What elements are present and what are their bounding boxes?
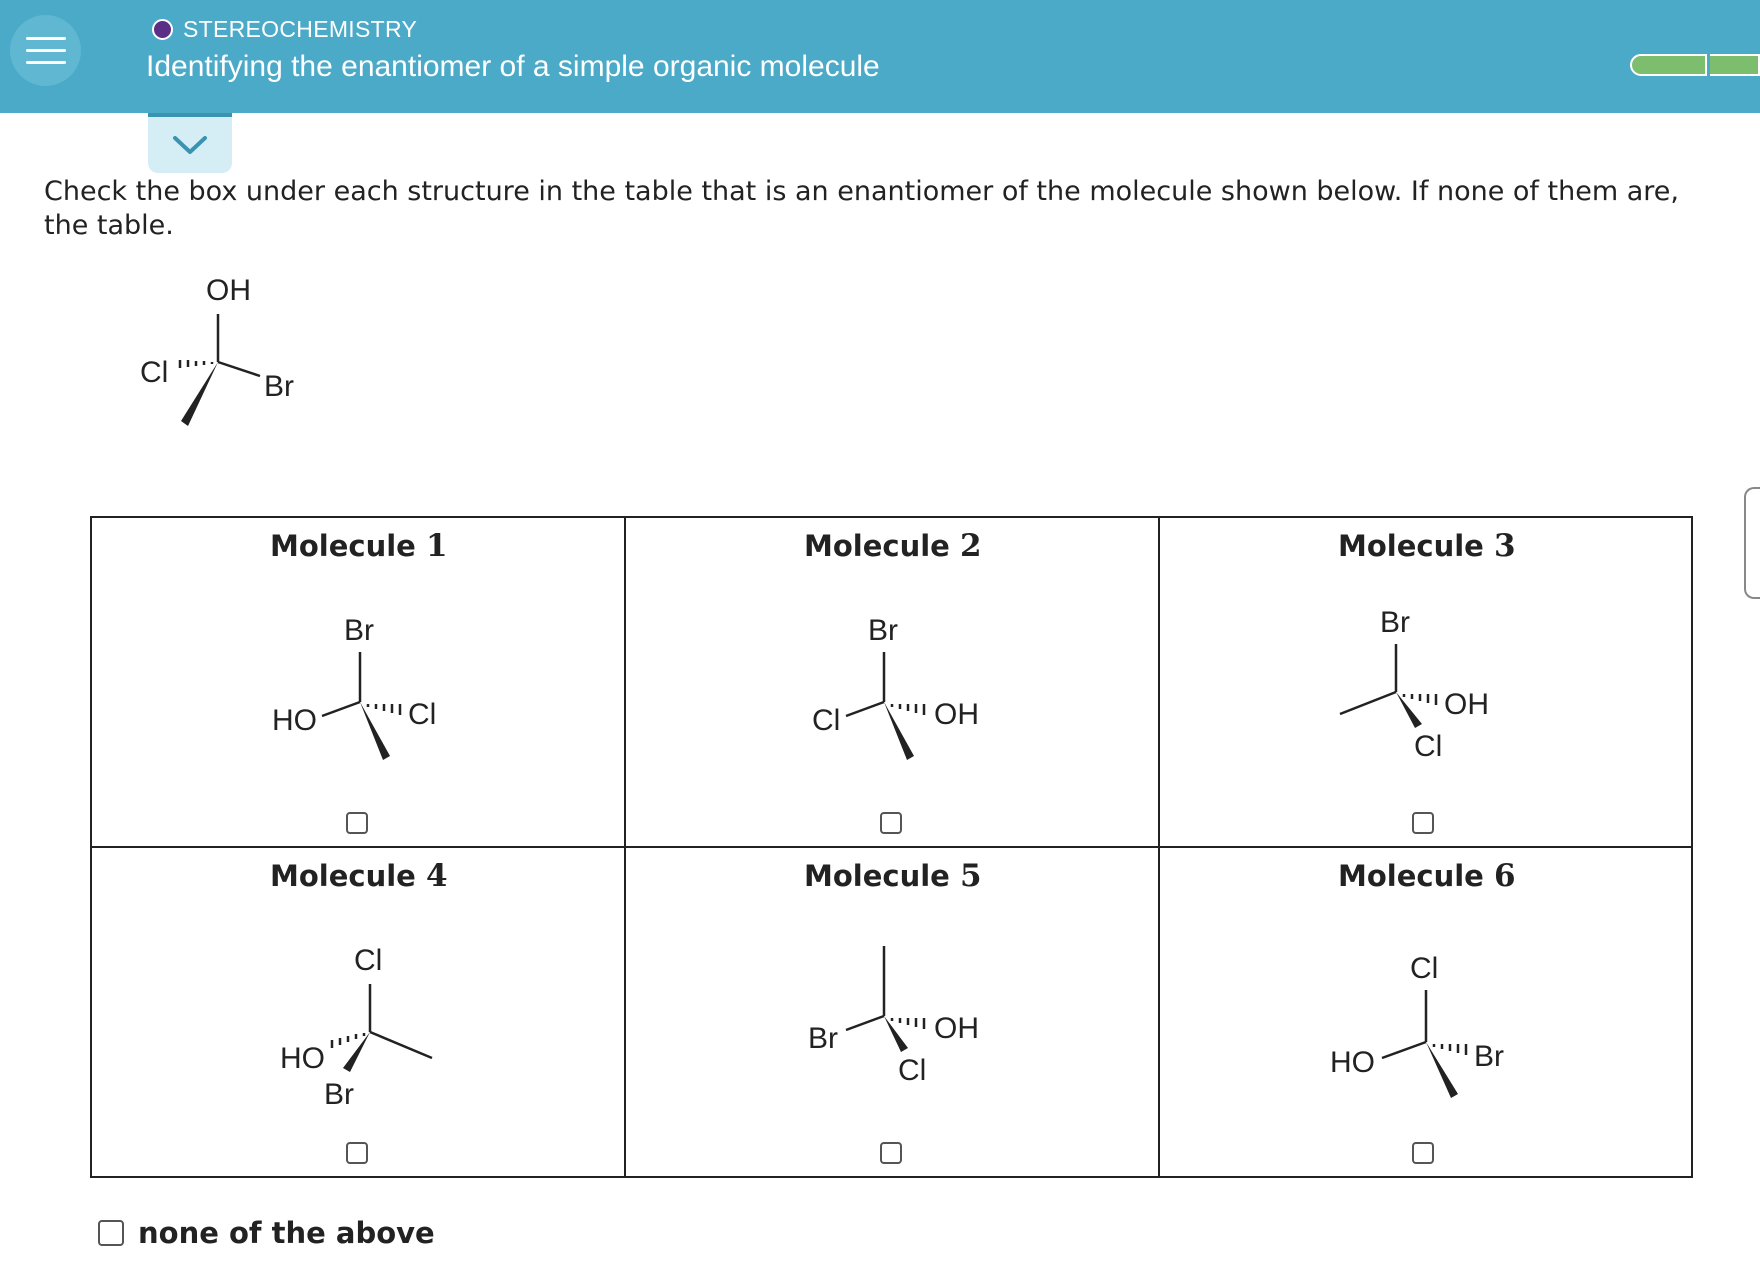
none-of-the-above-option[interactable] [98, 1216, 435, 1250]
molecule-title-3 [1160, 528, 1760, 564]
molecule-number: 2 [959, 528, 982, 564]
ref-atom-top: OH [206, 274, 251, 307]
instructions-line-2: the table. [44, 210, 174, 241]
mol1-atom-top: Br [344, 614, 374, 647]
molecule-checkbox-4[interactable] [346, 1142, 368, 1164]
mol5-atom-left: Br [808, 1022, 838, 1055]
mol2-atom-left: Cl [812, 704, 841, 737]
mol1-atom-right: Cl [408, 698, 437, 731]
progress-segment [1630, 54, 1707, 76]
progress-bar [1630, 54, 1760, 76]
molecule-label: Molecule [804, 529, 950, 563]
mol6-atom-right: Br [1474, 1040, 1504, 1073]
molecule-checkbox-3[interactable] [1412, 812, 1434, 834]
instructions-line-1: Check the box under each structure in the table that is an enantiomer of the molecule shown below. If none of them are, [44, 176, 1679, 207]
mol3-atom-bottom: Cl [1414, 730, 1443, 763]
molecule-label: Molecule [1338, 859, 1484, 893]
molecule-cell-5 [626, 848, 1160, 1176]
mol1-atom-left: HO [272, 704, 317, 737]
instructions [44, 175, 1760, 243]
hamburger-icon-line [26, 49, 66, 52]
page-title: Identifying the enantiomer of a simple organic molecule [146, 50, 880, 83]
topic-text: STEREOCHEMISTRY [183, 16, 418, 42]
topic-label [152, 16, 417, 43]
mol3-atom-top: Br [1380, 606, 1410, 639]
mol3-atom-right: OH [1444, 688, 1489, 721]
molecule-label: Molecule [270, 859, 416, 893]
none-of-the-above-label: none of the above [138, 1216, 435, 1250]
molecule-table [90, 516, 1693, 1178]
chevron-down-icon [171, 133, 209, 157]
none-of-the-above-checkbox[interactable] [98, 1220, 124, 1246]
molecule-structure-4 [262, 936, 522, 1106]
ref-atom-right: Br [264, 370, 294, 403]
molecule-number: 4 [425, 858, 448, 894]
progress-segment [1710, 54, 1760, 76]
molecule-label: Molecule [804, 859, 950, 893]
molecule-cell-6 [1160, 848, 1691, 1176]
menu-button[interactable] [10, 15, 81, 86]
mol6-atom-top: Cl [1410, 952, 1439, 985]
molecule-cell-4 [92, 848, 626, 1176]
molecule-number: 5 [959, 858, 982, 894]
molecule-number: 6 [1493, 858, 1516, 894]
molecule-cell-2 [626, 518, 1160, 848]
molecule-checkbox-6[interactable] [1412, 1142, 1434, 1164]
collapse-button[interactable] [148, 113, 232, 173]
molecule-cell-1 [92, 518, 626, 848]
ref-atom-left: Cl [140, 356, 169, 389]
mol5-atom-bottom: Cl [898, 1054, 927, 1087]
mol4-atom-bottom: Br [324, 1078, 354, 1106]
topic-dot-icon [152, 19, 173, 40]
mol4-atom-top: Cl [354, 944, 383, 977]
molecule-structure-3 [1330, 598, 1590, 768]
molecule-title-6 [1160, 858, 1760, 894]
molecule-label: Molecule [1338, 529, 1484, 563]
side-panel-tab[interactable] [1744, 487, 1760, 599]
mol5-atom-right: OH [934, 1012, 979, 1045]
molecule-structure-2 [796, 608, 1056, 778]
molecule-checkbox-5[interactable] [880, 1142, 902, 1164]
molecule-number: 1 [425, 528, 448, 564]
mol4-atom-left: HO [280, 1042, 325, 1075]
hamburger-icon [26, 37, 66, 40]
mol2-atom-top: Br [868, 614, 898, 647]
molecule-number: 3 [1493, 528, 1516, 564]
molecule-cell-3 [1160, 518, 1691, 848]
mol6-atom-left: HO [1330, 1046, 1375, 1079]
molecule-checkbox-1[interactable] [346, 812, 368, 834]
molecule-structure-1 [262, 608, 522, 778]
header-bar [0, 0, 1760, 113]
reference-molecule [120, 268, 320, 438]
molecule-checkbox-2[interactable] [880, 812, 902, 834]
mol2-atom-right: OH [934, 698, 979, 731]
molecule-label: Molecule [270, 529, 416, 563]
molecule-structure-6 [1330, 938, 1590, 1118]
hamburger-icon-line [26, 61, 66, 64]
molecule-structure-5 [796, 936, 1056, 1106]
